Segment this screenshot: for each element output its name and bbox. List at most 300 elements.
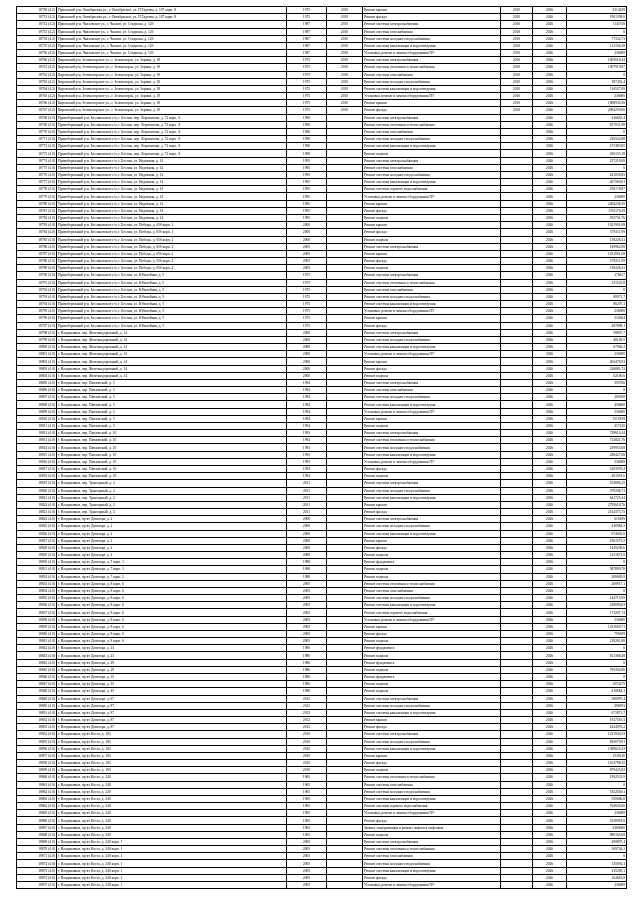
address-cell: Правобережный р-н, Беслановское г/п, г. Беслан, ул. Победы, д. 65б корп. 2 [57, 258, 287, 265]
last-repair-cell: 2010 [327, 28, 363, 35]
plan-start-cell [501, 681, 533, 688]
plan-start-cell [501, 301, 533, 308]
row-number: 18842 (4.0) [17, 645, 57, 652]
build-year-cell: 2005 [287, 638, 327, 645]
cost-cell: 407569,61 [567, 179, 627, 186]
plan-year-cell: 2026 [533, 250, 567, 257]
cost-cell: 226881,72 [567, 365, 627, 372]
row-number: 18808 (4.0) [17, 401, 57, 408]
cost-cell: 641725,24 [567, 494, 627, 501]
work-type-cell: Ремонт подвала [363, 573, 501, 580]
address-cell: г. Владикавказ, пер. Павловский, д. 3 [57, 387, 287, 394]
last-repair-cell: 2010 [327, 57, 363, 64]
address-cell: Кировский р-н, Зеленогорское ул., г. Зеленогорск, ул. Зорина, д. 18 [57, 107, 287, 114]
table-row [17, 286, 627, 293]
work-type-cell: Ремонт фасада [363, 14, 501, 21]
plan-start-cell [501, 279, 533, 286]
table-row [17, 745, 627, 752]
work-type-cell: Ремонт системы канализации и водоотведения [363, 494, 501, 501]
plan-year-cell: 2026 [533, 717, 567, 724]
build-year-cell: 2012 [287, 709, 327, 716]
last-repair-cell [327, 760, 363, 767]
work-type-cell: Ремонт системы газоснабжения [363, 28, 501, 35]
address-cell: Правобережный р-н, Беслановское г/п, г. Беслан, ул. Надежная, д. 14 [57, 193, 287, 200]
plan-year-cell: 2026 [533, 107, 567, 114]
address-cell: г. Владикавказ, пер. Тракторный, д. 2 [57, 509, 287, 516]
cost-cell: 269917,1 [567, 580, 627, 587]
table-row [17, 552, 627, 559]
build-year-cell: 1965 [287, 788, 327, 795]
work-type-cell: Ремонт системы газоснабжения [363, 164, 501, 171]
table-row [17, 501, 627, 508]
plan-year-cell: 2026 [533, 329, 567, 336]
address-cell: Правобережный р-н, Беслановское г/п, г. Беслан, пер. Лермонтова, д. 72 корп. А [57, 136, 287, 143]
plan-start-cell [501, 430, 533, 437]
last-repair-cell [327, 207, 363, 214]
table-row [17, 243, 627, 250]
row-number: 18817 (4.0) [17, 466, 57, 473]
plan-year-cell: 2026 [533, 193, 567, 200]
build-year-cell: 2012 [287, 717, 327, 724]
plan-year-cell: 2026 [533, 853, 567, 860]
build-year-cell: 1995 [287, 157, 327, 164]
row-number: 18798 (4.0) [17, 329, 57, 336]
table-row [17, 609, 627, 616]
build-year-cell: 2005 [287, 265, 327, 272]
build-year-cell: 1993 [287, 444, 327, 451]
plan-start-cell [501, 250, 533, 257]
build-year-cell: 2010 [287, 745, 327, 752]
plan-year-cell: 2026 [533, 652, 567, 659]
table-row [17, 351, 627, 358]
plan-start-cell [501, 788, 533, 795]
last-repair-cell [327, 688, 363, 695]
build-year-cell: 1975 [287, 293, 327, 300]
work-type-cell: Ремонт подвала [363, 831, 501, 838]
plan-start-cell [501, 236, 533, 243]
work-type-cell: Ремонт крыши [363, 315, 501, 322]
last-repair-cell [327, 867, 363, 874]
table-row [17, 394, 627, 401]
address-cell: Правобережный р-н, Беслановское г/п, г. Беслан, ул. Юбилейная, д. 5 [57, 308, 287, 315]
cost-cell: 379206,73 [567, 487, 627, 494]
table-row [17, 214, 627, 221]
plan-year-cell: 2026 [533, 121, 567, 128]
plan-year-cell: 2026 [533, 731, 567, 738]
cost-cell: 0 [567, 71, 627, 78]
build-year-cell: 1994 [287, 387, 327, 394]
last-repair-cell: 2010 [327, 85, 363, 92]
row-number: 18767 (4.2) [17, 107, 57, 114]
last-repair-cell [327, 602, 363, 609]
address-cell: Приокский р-н, Чкаловское ул., г. Чкалов, ул. Стадиона, д. 12б [57, 21, 287, 28]
plan-year-cell: 2026 [533, 458, 567, 465]
cost-cell: 0 [567, 28, 627, 35]
plan-year-cell: 2026 [533, 143, 567, 150]
build-year-cell: 1994 [287, 422, 327, 429]
table-row [17, 752, 627, 759]
work-type-cell: Ремонт системы электроснабжения [363, 21, 501, 28]
cost-cell: 157483,85 [567, 143, 627, 150]
plan-start-cell: 2010 [501, 21, 533, 28]
cost-cell: 1761176,39 [567, 207, 627, 214]
plan-year-cell: 2026 [533, 293, 567, 300]
cost-cell: 580997,4 [567, 695, 627, 702]
address-cell: г. Владикавказ, пр-кт Коста, д. 183 [57, 738, 287, 745]
address-cell: Правобережный р-н, Беслановское г/п, г. Беслан, ул. Надежная, д. 14 [57, 171, 287, 178]
build-year-cell: 1986 [287, 681, 327, 688]
address-cell: Правобережный р-н, Беслановское г/п, г. Беслан, пер. Лермонтова, д. 72 корп. А [57, 150, 287, 157]
cost-cell: 835079,91 [567, 738, 627, 745]
address-cell: г. Владикавказ, пер. Павловский, д. 3 [57, 401, 287, 408]
address-cell: г. Владикавказ, пр-кт Доватора, д. 87 [57, 717, 287, 724]
cost-cell: 1021901,08 [567, 222, 627, 229]
table-row [17, 530, 627, 537]
last-repair-cell [327, 717, 363, 724]
address-cell: г. Владикавказ, пер. Железнодорожный, д. 14 [57, 336, 287, 343]
plan-start-cell [501, 308, 533, 315]
build-year-cell: 1975 [287, 308, 327, 315]
cost-cell: 257218,69 [567, 157, 627, 164]
plan-start-cell [501, 853, 533, 860]
row-number: 18796 (4.0) [17, 315, 57, 322]
last-repair-cell [327, 422, 363, 429]
build-year-cell: 1975 [287, 57, 327, 64]
address-cell: г. Владикавказ, пр-кт Коста, д. 240 [57, 817, 287, 824]
table-row [17, 652, 627, 659]
plan-year-cell: 2026 [533, 645, 567, 652]
build-year-cell: 2011 [287, 480, 327, 487]
build-year-cell: 1975 [287, 107, 327, 114]
cost-cell: 40149,5 [567, 336, 627, 343]
cost-cell: 879425,82 [567, 767, 627, 774]
plan-year-cell: 2026 [533, 14, 567, 21]
work-type-cell: Ремонт крыши [363, 200, 501, 207]
table-row [17, 466, 627, 473]
build-year-cell: 2005 [287, 860, 327, 867]
build-year-cell: 1975 [287, 71, 327, 78]
last-repair-cell [327, 164, 363, 171]
plan-start-cell [501, 709, 533, 716]
table-row [17, 688, 627, 695]
cost-cell: 0 [567, 286, 627, 293]
row-number: 18827 (4.0) [17, 537, 57, 544]
last-repair-cell [327, 788, 363, 795]
build-year-cell: 1975 [287, 279, 327, 286]
plan-year-cell: 2026 [533, 831, 567, 838]
row-number: 18870 (4.0) [17, 846, 57, 853]
address-cell: Кировский р-н, Зеленогорское ул., г. Зеленогорск, ул. Зорина, д. 18 [57, 78, 287, 85]
work-type-cell: Ремонт фундамента [363, 645, 501, 652]
last-repair-cell: 2010 [327, 21, 363, 28]
work-type-cell: Ремонт системы газоснабжения [363, 587, 501, 594]
row-number: 18753 (4.2) [17, 28, 57, 35]
last-repair-cell [327, 401, 363, 408]
build-year-cell: 1994 [287, 401, 327, 408]
row-number: 18867 (4.0) [17, 824, 57, 831]
table-row [17, 616, 627, 623]
plan-year-cell: 2026 [533, 286, 567, 293]
plan-year-cell: 2026 [533, 709, 567, 716]
cost-cell: 0 [567, 387, 627, 394]
row-number: 18791 (4.0) [17, 279, 57, 286]
last-repair-cell [327, 824, 363, 831]
cost-cell: 729614,44 [567, 430, 627, 437]
plan-start-cell [501, 803, 533, 810]
build-year-cell: 1975 [287, 85, 327, 92]
plan-start-cell [501, 143, 533, 150]
last-repair-cell [327, 745, 363, 752]
row-number: 18755 (4.2) [17, 42, 57, 49]
table-row [17, 580, 627, 587]
row-number: 18794 (4.0) [17, 301, 57, 308]
cost-cell: 0 [567, 645, 627, 652]
cost-cell: 236000 [567, 351, 627, 358]
build-year-cell: 1975 [287, 322, 327, 329]
cost-cell: 674692,6 [567, 530, 627, 537]
work-type-cell: Ремонт фасада [363, 724, 501, 731]
plan-year-cell: 2026 [533, 544, 567, 551]
row-number: 18801 (4.0) [17, 351, 57, 358]
build-year-cell: 1993 [287, 458, 327, 465]
row-number: 18779 (4.0) [17, 193, 57, 200]
last-repair-cell [327, 236, 363, 243]
plan-start-cell [501, 394, 533, 401]
address-cell: г. Владикавказ, пер. Павловский, д. 10 [57, 430, 287, 437]
plan-year-cell: 2026 [533, 630, 567, 637]
row-number: 18838 (4.0) [17, 616, 57, 623]
plan-year-cell: 2026 [533, 595, 567, 602]
plan-start-cell: 2010 [501, 57, 533, 64]
plan-start-cell: 2010 [501, 42, 533, 49]
plan-year-cell: 2026 [533, 186, 567, 193]
build-year-cell: 1987 [287, 21, 327, 28]
build-year-cell: 2000 [287, 229, 327, 236]
last-repair-cell: 2010 [327, 107, 363, 114]
table-row [17, 57, 627, 64]
address-cell: г. Владикавказ, пер. Тракторный, д. 2 [57, 480, 287, 487]
table-row [17, 379, 627, 386]
address-cell: г. Владикавказ, пр-кт Коста, д. 240 корп. 1 [57, 853, 287, 860]
cost-cell: 396953 [567, 702, 627, 709]
cost-cell: 417220 [567, 422, 627, 429]
row-number: 18792 (4.0) [17, 286, 57, 293]
table-row [17, 451, 627, 458]
cost-cell: 3360000 [567, 824, 627, 831]
plan-year-cell: 2026 [533, 494, 567, 501]
plan-start-cell [501, 186, 533, 193]
plan-year-cell: 2026 [533, 150, 567, 157]
cost-cell: 2404238,39 [567, 200, 627, 207]
work-type-cell: Установка, ремонт и замена оборудования ПУ [363, 408, 501, 415]
plan-start-cell [501, 200, 533, 207]
work-type-cell: Ремонт крыши [363, 7, 501, 14]
plan-start-cell [501, 666, 533, 673]
plan-year-cell: 2026 [533, 824, 567, 831]
cost-cell: 1992531,9 [567, 774, 627, 781]
row-number: 18873 (4.0) [17, 867, 57, 874]
cost-cell: 162663,8 [567, 874, 627, 881]
build-year-cell: 2005 [287, 630, 327, 637]
work-type-cell: Установка, ремонт и замена оборудования ПУ [363, 881, 501, 888]
plan-year-cell: 2026 [533, 552, 567, 559]
work-type-cell: Ремонт крыши [363, 222, 501, 229]
row-number: 18783 (4.0) [17, 222, 57, 229]
table-row [17, 329, 627, 336]
address-cell: г. Владикавказ, пр-кт Коста, д. 240 [57, 824, 287, 831]
last-repair-cell [327, 860, 363, 867]
plan-start-cell [501, 286, 533, 293]
cost-cell: 795302,86 [567, 666, 627, 673]
address-cell: г. Владикавказ, пер. Павловский, д. 3 [57, 394, 287, 401]
work-type-cell: Ремонт фундамента [363, 673, 501, 680]
plan-year-cell: 2026 [533, 774, 567, 781]
address-cell: г. Владикавказ, пр-кт Доватора, д. 8 корп. 6 [57, 616, 287, 623]
row-number: 18864 (4.0) [17, 803, 57, 810]
row-number: 18772 (4.0) [17, 143, 57, 150]
address-cell: г. Владикавказ, пр-кт Доватора, д. 8 корп. 6 [57, 630, 287, 637]
table-row [17, 315, 627, 322]
table-row [17, 64, 627, 71]
last-repair-cell [327, 379, 363, 386]
row-number: 18807 (4.0) [17, 394, 57, 401]
plan-year-cell: 2026 [533, 480, 567, 487]
row-number: 18751 (4.2) [17, 14, 57, 21]
cost-cell: 218281,88 [567, 638, 627, 645]
cost-cell: 1251872,6 [567, 552, 627, 559]
plan-start-cell [501, 516, 533, 523]
cost-cell: 236522,88 [567, 136, 627, 143]
plan-start-cell: 2010 [501, 85, 533, 92]
plan-year-cell: 2026 [533, 874, 567, 881]
build-year-cell: 1994 [287, 408, 327, 415]
build-year-cell: 1994 [287, 415, 327, 422]
row-number: 18810 (4.0) [17, 415, 57, 422]
row-number: 18816 (4.0) [17, 458, 57, 465]
work-type-cell: Ремонт подвала [363, 566, 501, 573]
plan-start-cell [501, 322, 533, 329]
build-year-cell: 1995 [287, 214, 327, 221]
plan-year-cell: 2026 [533, 803, 567, 810]
address-cell: г. Владикавказ, пр-кт Доватора, д. 2 [57, 516, 287, 523]
last-repair-cell [327, 874, 363, 881]
build-year-cell: 2005 [287, 838, 327, 845]
row-number: 18760 (4.2) [17, 57, 57, 64]
plan-start-cell [501, 379, 533, 386]
work-type-cell: Ремонт крыши [363, 717, 501, 724]
build-year-cell: 1993 [287, 473, 327, 480]
table-row [17, 128, 627, 135]
plan-start-cell [501, 846, 533, 853]
work-type-cell: Ремонт системы канализации и водоотведения [363, 344, 501, 351]
work-type-cell: Замена, модернизация и ремонт лифтов в лифтовом [363, 824, 501, 831]
work-type-cell: Ремонт системы газоснабжения [363, 128, 501, 135]
work-type-cell: Ремонт системы канализации и водоотведения [363, 530, 501, 537]
build-year-cell: 1965 [287, 774, 327, 781]
document-page [16, 6, 626, 889]
work-type-cell: Ремонт системы электроснабжения [363, 731, 501, 738]
plan-year-cell: 2026 [533, 795, 567, 802]
row-number: 18847 (4.0) [17, 681, 57, 688]
address-cell: г. Владикавказ, пр-кт Доватора, д. 8 корп. 6 [57, 580, 287, 587]
plan-year-cell: 2026 [533, 336, 567, 343]
row-number: 18871 (4.0) [17, 853, 57, 860]
last-repair-cell [327, 222, 363, 229]
build-year-cell: 1986 [287, 666, 327, 673]
table-row [17, 738, 627, 745]
work-type-cell: Ремонт фасада [363, 466, 501, 473]
work-type-cell: Установка, ремонт и замена оборудования ПУ [363, 458, 501, 465]
cost-cell: 616189 [567, 516, 627, 523]
work-type-cell: Установка, ремонт и замена оборудования ПУ [363, 351, 501, 358]
plan-start-cell [501, 738, 533, 745]
build-year-cell: 2005 [287, 853, 327, 860]
last-repair-cell [327, 652, 363, 659]
cost-cell: 420984,5 [567, 523, 627, 530]
work-type-cell: Ремонт системы канализации и водоотведения [363, 143, 501, 150]
last-repair-cell [327, 666, 363, 673]
plan-year-cell: 2026 [533, 530, 567, 537]
last-repair-cell [327, 466, 363, 473]
last-repair-cell [327, 559, 363, 566]
plan-year-cell: 2026 [533, 473, 567, 480]
row-number: 18795 (4.0) [17, 308, 57, 315]
table-row [17, 229, 627, 236]
table-row [17, 236, 627, 243]
plan-start-cell: 2010 [501, 100, 533, 107]
table-row [17, 573, 627, 580]
table-row [17, 709, 627, 716]
last-repair-cell [327, 179, 363, 186]
table-row [17, 602, 627, 609]
plan-year-cell: 2026 [533, 752, 567, 759]
address-cell: Правобережный р-н, Беслановское г/п, г. Беслан, пер. Лермонтова, д. 72 корп. А [57, 128, 287, 135]
last-repair-cell [327, 580, 363, 587]
address-cell: г. Владикавказ, пр-кт Доватора, д. 2 [57, 552, 287, 559]
plan-start-cell [501, 336, 533, 343]
plan-start-cell: 2010 [501, 50, 533, 57]
work-type-cell: Ремонт подвала [363, 681, 501, 688]
address-cell: г. Владикавказ, пр-кт Коста, д. 240 корп. 1 [57, 874, 287, 881]
plan-start-cell [501, 752, 533, 759]
row-number: 18763 (4.2) [17, 78, 57, 85]
last-repair-cell: 2010 [327, 50, 363, 57]
plan-year-cell: 2026 [533, 64, 567, 71]
last-repair-cell: 2010 [327, 14, 363, 21]
work-type-cell: Ремонт системы канализации и водоотведения [363, 867, 501, 874]
table-row [17, 14, 627, 21]
row-number: 18768 (4.0) [17, 114, 57, 121]
cost-cell: 86207,3 [567, 301, 627, 308]
table-row [17, 322, 627, 329]
row-number: 18765 (4.2) [17, 93, 57, 100]
table-row [17, 867, 627, 874]
row-number: 18856 (4.0) [17, 745, 57, 752]
plan-start-cell [501, 616, 533, 623]
plan-start-cell: 2010 [501, 28, 533, 35]
work-type-cell: Ремонт системы холодного водоснабжения [363, 394, 501, 401]
table-row [17, 336, 627, 343]
last-repair-cell: 2010 [327, 42, 363, 49]
table-row [17, 85, 627, 92]
last-repair-cell: 2010 [327, 64, 363, 71]
last-repair-cell [327, 480, 363, 487]
plan-year-cell: 2026 [533, 781, 567, 788]
cost-cell: 287809,1 [567, 322, 627, 329]
table-row [17, 93, 627, 100]
table-body [17, 7, 627, 889]
plan-start-cell [501, 344, 533, 351]
